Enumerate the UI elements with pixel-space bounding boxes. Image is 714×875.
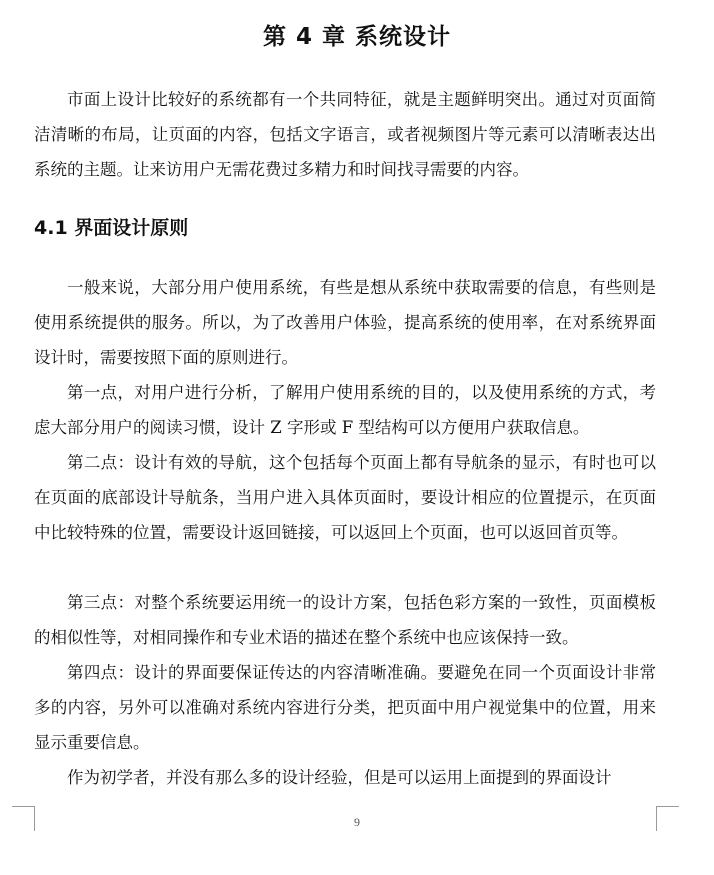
- paragraph-point-1: 第一点，对用户进行分析，了解用户使用系统的目的，以及使用系统的方式，考虑大部分用户的阅读习惯，设计 Z 字形或 F 型结构可以方便用户获取信息。: [34, 383, 656, 437]
- paragraph-overview: 一般来说，大部分用户使用系统，有些是想从系统中获取需要的信息，有些则是使用系统提供的服务。所以，为了改善用户体验，提高系统的使用率，在对系统界面设计时，需要按照下面的原则进行。: [34, 278, 656, 367]
- page-number: 9: [354, 815, 360, 829]
- paragraph-point-2: 第二点：设计有效的导航，这个包括每个页面上都有导航条的显示，有时也可以在页面的底部设计导航条，当用户进入具体页面时，要设计相应的位置提示，在页面中比较特殊的位置，需要设计返回链接，可以返回上个页面，也可以返回首页等。: [34, 453, 656, 542]
- section-title: 4.1 界面设计原则: [34, 217, 189, 239]
- chapter-title: 第 4 章 系统设计: [262, 24, 452, 50]
- paragraph-point-3: 第三点：对整个系统要运用统一的设计方案，包括色彩方案的一致性，页面模板的相似性等，对相同操作和专业术语的描述在整个系统中也应该保持一致。: [34, 593, 656, 647]
- paragraph-closing: 作为初学者，并没有那么多的设计经验，但是可以运用上面提到的界面设计: [67, 768, 612, 787]
- paragraph-point-4: 第四点：设计的界面要保证传达的内容清晰准确。要避免在同一个页面设计非常多的内容，另外可以准确对系统内容进行分类，把页面中用户视觉集中的位置，用来显示重要信息。: [34, 663, 656, 752]
- intro-paragraph: 市面上设计比较好的系统都有一个共同特征，就是主题鲜明突出。通过对页面简洁清晰的布局，让页面的内容，包括文字语言，或者视频图片等元素可以清晰表达出系统的主题。让来访用户无需花费过多精力和时间找寻需要的内容。: [34, 90, 656, 179]
